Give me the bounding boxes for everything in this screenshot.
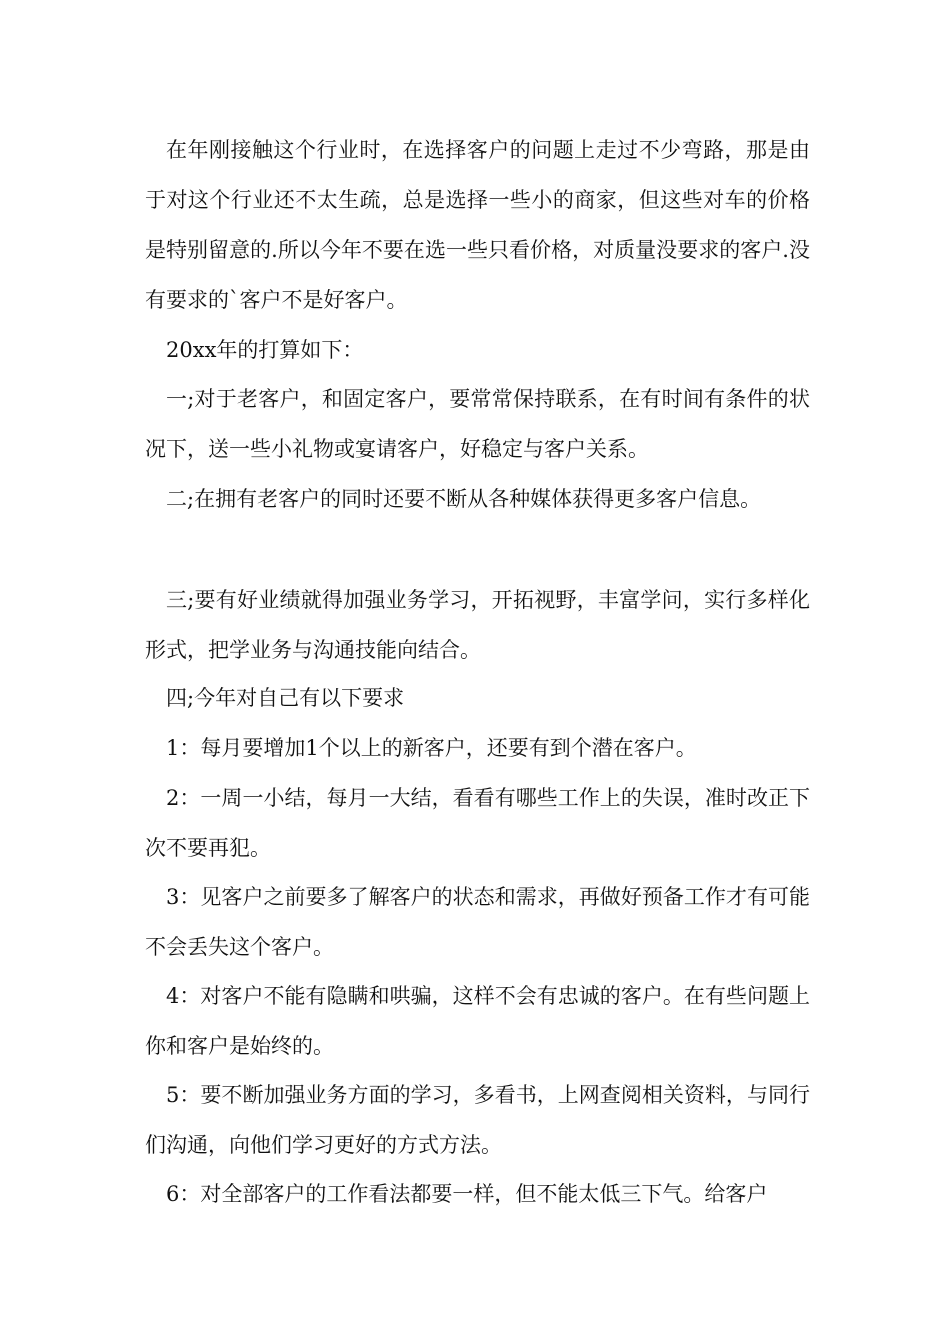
paragraph-plan-item-1: 一;对于老客户，和固定客户，要常常保持联系，在有时间有条件的状况下，送一些小礼物或宴请客户，好稳定与客户关系。 [145, 387, 810, 461]
paragraph-plan-heading: 20xx年的打算如下： [166, 338, 364, 362]
paragraph-plan-item-3: 三;要有好业绩就得加强业务学习，开拓视野，丰富学问，实行多样化形式，把学业务与沟通技能向结合。 [145, 588, 810, 662]
paragraph-plan-item-2: 二;在拥有老客户的同时还要不断从各种媒体获得更多客户信息。 [166, 487, 762, 511]
paragraph-requirement-3: 3：见客户之前要多了解客户的状态和需求，再做好预备工作才有可能不会丢失这个客户。 [145, 885, 810, 959]
paragraph-requirement-1: 1：每月要增加1个以上的新客户，还要有到个潜在客户。 [166, 736, 697, 760]
paragraph-requirement-5: 5：要不断加强业务方面的学习，多看书，上网查阅相关资料，与同行们沟通，向他们学习更好的方式方法。 [145, 1083, 810, 1157]
paragraph-requirement-2: 2：一周一小结，每月一大结，看看有哪些工作上的失误，准时改正下次不要再犯。 [145, 786, 810, 860]
paragraph-requirement-6: 6：对全部客户的工作看法都要一样，但不能太低三下气。给客户 [166, 1182, 768, 1206]
paragraph-plan-item-4: 四;今年对自己有以下要求 [166, 686, 405, 710]
paragraph-requirement-4: 4：对客户不能有隐瞒和哄骗，这样不会有忠诚的客户。在有些问题上你和客户是始终的。 [145, 984, 810, 1058]
paragraph-intro: 在年刚接触这个行业时，在选择客户的问题上走过不少弯路，那是由于对这个行业还不太生疏，总是选择一些小的商家，但这些对车的价格是特别留意的.所以今年不要在选一些只看价格，对质量没要求的客户.没有要求的`客户不是好客户。 [145, 138, 810, 312]
